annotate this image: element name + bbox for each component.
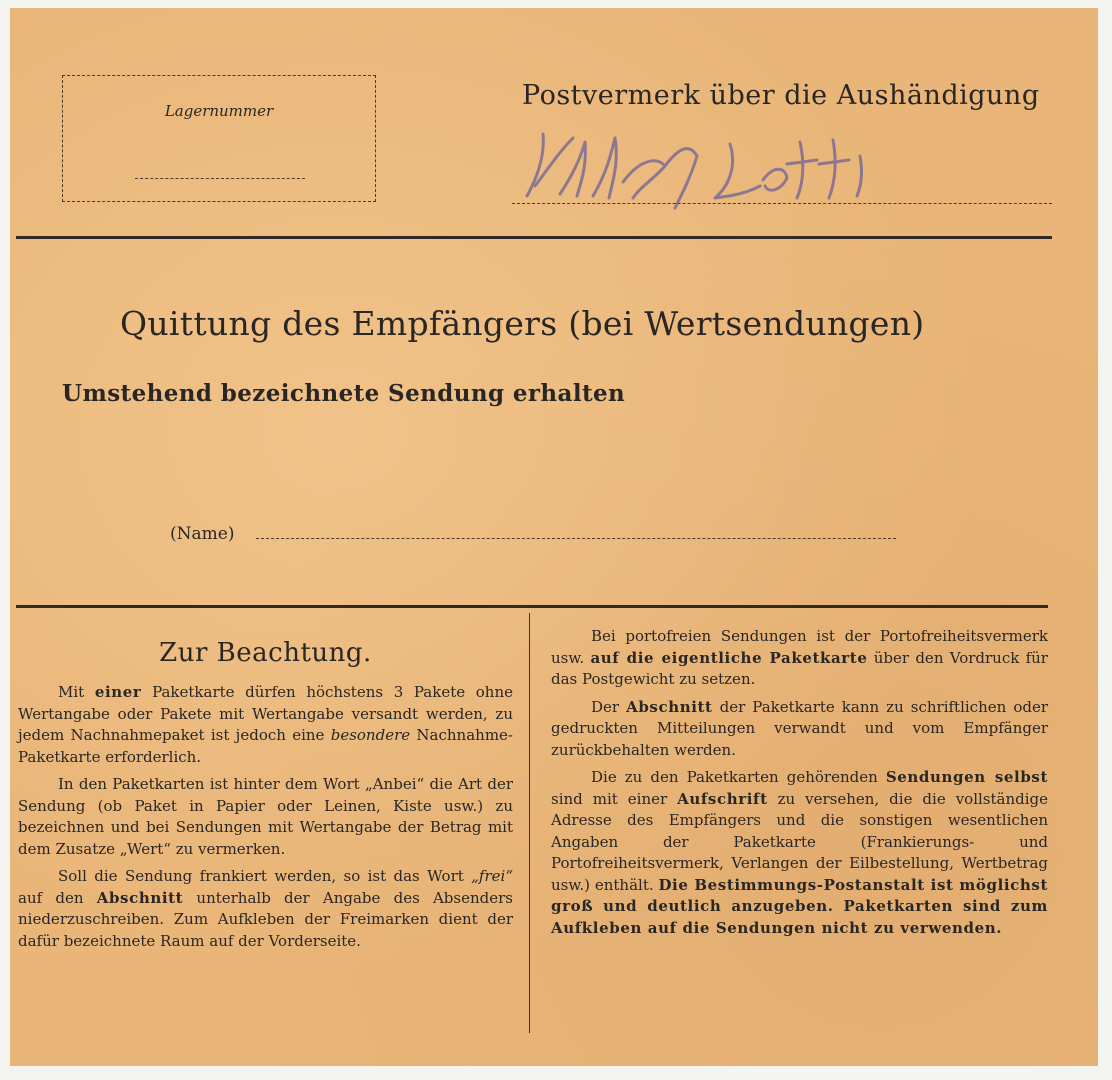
postvermerk-line — [512, 203, 1052, 204]
quittung-title: Quittung des Empfängers (bei Wertsendungen) — [120, 304, 925, 343]
name-line — [256, 538, 896, 539]
postvermerk-heading: Postvermerk über die Aushändigung — [522, 80, 1040, 111]
beachtung-heading: Zur Beachtung. — [159, 638, 372, 668]
left-paragraph-1: Mit einer Paketkarte dürfen höchstens 3 Pakete ohne Wertangabe oder Pakete mit Wertangabe versandt werden, zu jedem Nachnahmepaket ist jedoch eine besondere Nachnahme-Paketkarte erforderlich. — [18, 683, 513, 766]
handwritten-signature — [515, 116, 895, 216]
lagernummer-box — [62, 75, 376, 202]
right-paragraph-3: Die zu den Paketkarten gehörenden Sendungen selbst sind mit einer Aufschrift zu versehen, die die vollständige Adresse des Empfängers und die sonstigen wesentlichen Angaben der Paketkarte (Frankierungs- und Portofreiheitsvermerk, Verlangen der Eilbestellung, Wertbetrag usw.) enthält. Die Bestimmungs-Postanstalt ist möglichst groß und deutlich anzugeben. Paketkarten sind zum Aufkleben auf die Sendungen nicht zu verwenden. — [551, 768, 1049, 937]
quittung-subtitle: Umstehend bezeichnete Sendung erhalten — [62, 380, 626, 407]
column-divider — [529, 613, 530, 1033]
instructions-left-column — [18, 638, 513, 958]
right-paragraph-2: Der Abschnitt der Paketkarte kann zu schriftlichen oder gedruckten Mitteilungen verwandt und vom Empfänger zurückbehalten werden. — [551, 697, 1048, 759]
parcel-card-back — [10, 8, 1098, 1066]
lagernummer-line — [135, 178, 305, 179]
name-label: (Name) — [170, 524, 235, 544]
top-rule — [16, 236, 1052, 239]
left-paragraph-3: Soll die Sendung frankiert werden, so ist das Wort „frei“ auf den Abschnitt unterhalb der Angabe des Absenders niederzuschreiben. Zum Aufkleben der Freimarken dient der dafür bezeichnete Raum auf der Vorderseite. — [18, 867, 513, 950]
middle-rule — [16, 605, 1048, 608]
right-paragraph-1: Bei portofreien Sendungen ist der Portofreiheitsvermerk usw. auf die eigentliche Paketkarte über den Vordruck für das Postgewicht zu setzen. — [551, 627, 1048, 688]
left-paragraph-2: In den Paketkarten ist hinter dem Wort „Anbei“ die Art der Sendung (ob Paket in Papier oder Leinen, Kiste usw.) zu bezeichnen und bei Sendungen mit Wertangabe der Betrag mit dem Zusatze „Wert“ zu vermerken. — [18, 775, 513, 858]
lagernummer-label: Lagernummer — [164, 102, 274, 120]
instructions-right-column — [551, 626, 1048, 945]
